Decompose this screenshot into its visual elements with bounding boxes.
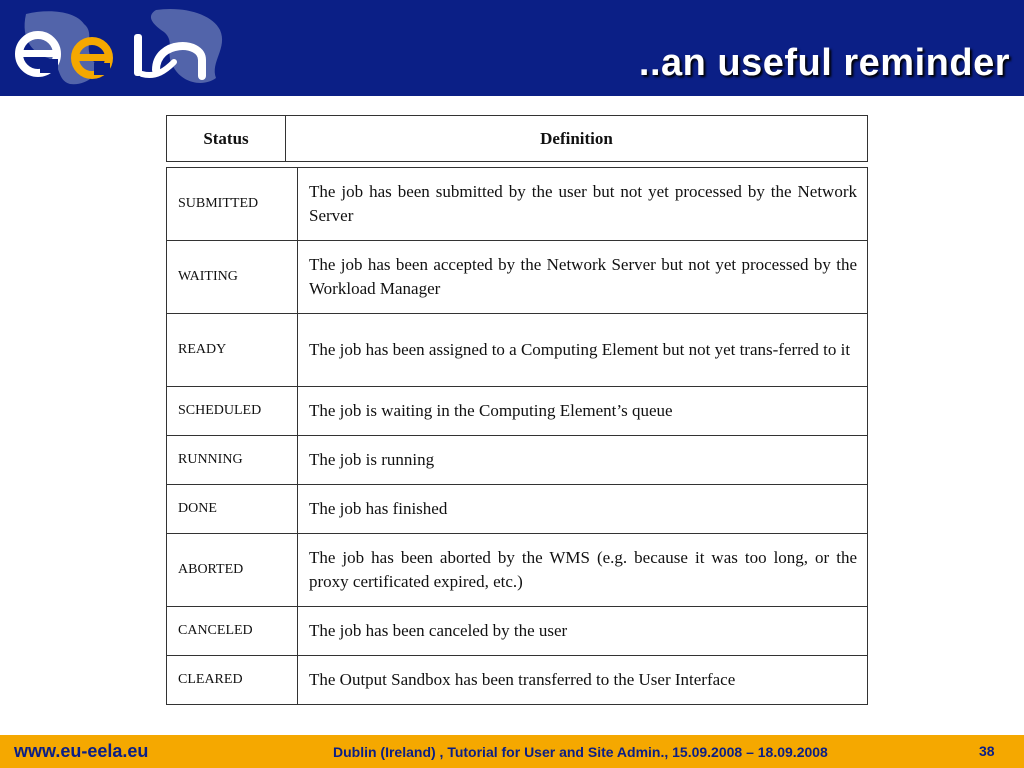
column-header-definition: Definition <box>286 116 868 162</box>
status-cell: DONE <box>167 485 298 534</box>
status-cell: RUNNING <box>167 436 298 485</box>
table-row <box>167 534 868 607</box>
slide-title: ..an useful reminder <box>638 42 1010 84</box>
status-table-header <box>166 115 868 162</box>
definition-cell: The job has been canceled by the user <box>298 607 868 656</box>
table-row <box>167 607 868 656</box>
table-row <box>167 436 868 485</box>
table-row <box>167 168 868 241</box>
definition-cell: The job has been accepted by the Network Server but not yet processed by the Workload Manager <box>298 241 868 314</box>
status-cell: WAITING <box>167 241 298 314</box>
definition-cell: The job has been aborted by the WMS (e.g. because it was too long, or the proxy certificated expired, etc.) <box>298 534 868 607</box>
status-cell: ABORTED <box>167 534 298 607</box>
definition-cell: The job is waiting in the Computing Element’s queue <box>298 387 868 436</box>
table-row <box>167 387 868 436</box>
table-row <box>167 314 868 387</box>
status-cell: CLEARED <box>167 656 298 705</box>
slide-header <box>0 0 1024 96</box>
table-row <box>167 656 868 705</box>
definition-cell: The job has been assigned to a Computing Element but not yet trans-ferred to it <box>298 314 868 387</box>
definition-cell: The job is running <box>298 436 868 485</box>
definition-cell: The job has been submitted by the user but not yet processed by the Network Server <box>298 168 868 241</box>
status-cell: READY <box>167 314 298 387</box>
status-cell: SCHEDULED <box>167 387 298 436</box>
definition-cell: The Output Sandbox has been transferred to the User Interface <box>298 656 868 705</box>
slide-footer <box>0 735 1024 768</box>
table-row <box>167 485 868 534</box>
footer-event-text: Dublin (Ireland) , Tutorial for User and Site Admin., 15.09.2008 – 18.09.2008 <box>333 744 828 760</box>
definition-cell: The job has finished <box>298 485 868 534</box>
status-cell: SUBMITTED <box>167 168 298 241</box>
column-header-status: Status <box>167 116 286 162</box>
page-number: 38 <box>979 743 995 759</box>
table-row <box>167 241 868 314</box>
status-table <box>166 167 868 705</box>
footer-url-link[interactable]: www.eu-eela.eu <box>14 741 149 761</box>
eela-logo <box>6 4 236 92</box>
status-cell: CANCELED <box>167 607 298 656</box>
